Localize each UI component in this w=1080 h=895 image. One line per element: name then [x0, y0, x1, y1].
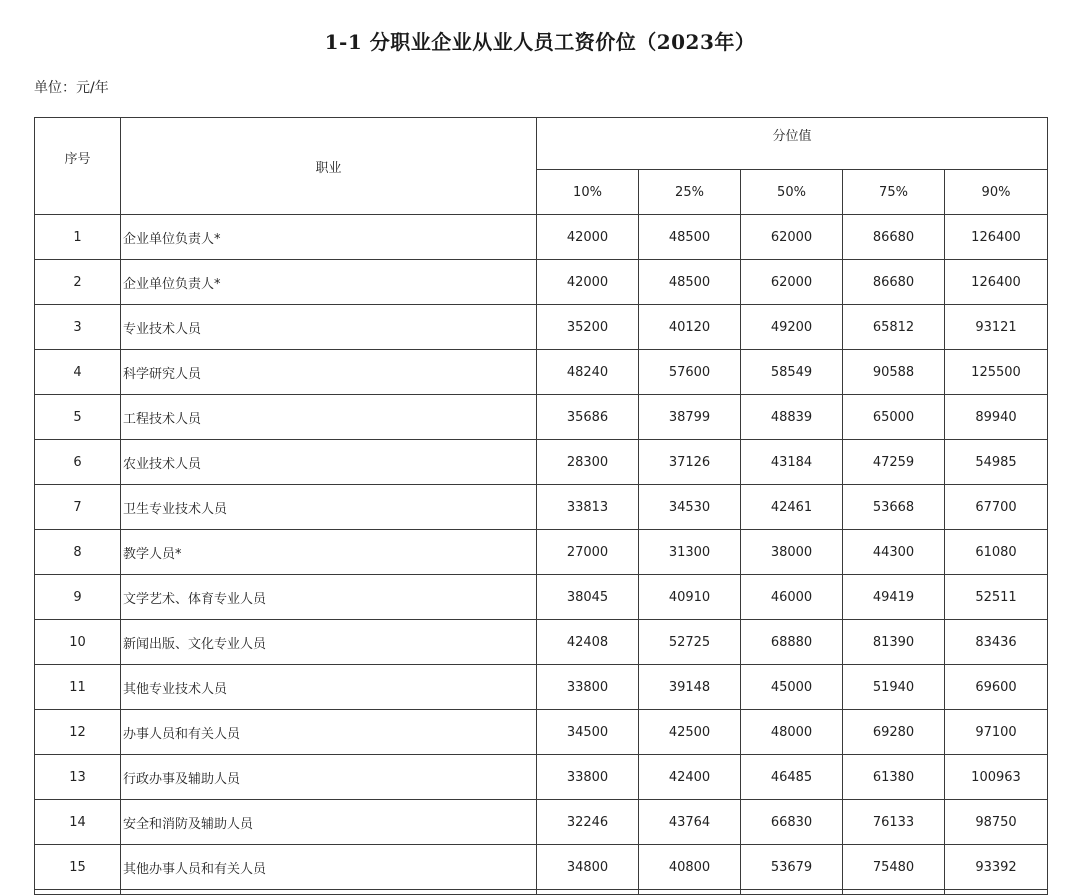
- table-row: [35, 440, 1048, 485]
- cell-seq: 11: [35, 665, 121, 710]
- cell-p50: 68880: [741, 620, 843, 665]
- cell-p50: 62000: [741, 215, 843, 260]
- cell-p10: 34800: [537, 845, 639, 890]
- cell-occupation: 企业单位负责人*: [121, 215, 537, 260]
- cell-p25: 34530: [639, 485, 741, 530]
- table-row: [35, 755, 1048, 800]
- table-row: [35, 800, 1048, 845]
- cell-p75: 86680: [843, 215, 945, 260]
- cell-p90: 52511: [945, 575, 1048, 620]
- cell-occupation: 新闻出版、文化专业人员: [121, 620, 537, 665]
- table-row: [35, 305, 1048, 350]
- cell-seq: 8: [35, 530, 121, 575]
- cell-p10: 42000: [537, 215, 639, 260]
- cell-p50: 66830: [741, 800, 843, 845]
- table-row: [35, 395, 1048, 440]
- cell-p25: 48500: [639, 215, 741, 260]
- cell-p90: 69600: [945, 665, 1048, 710]
- table-row: [35, 575, 1048, 620]
- cell-seq: 7: [35, 485, 121, 530]
- cell-seq: 12: [35, 710, 121, 755]
- header-p50: 50%: [741, 170, 843, 215]
- cell-p50: 46000: [741, 575, 843, 620]
- cell-p25: 52725: [639, 620, 741, 665]
- cell-p10: 32246: [537, 800, 639, 845]
- cell-occupation: 卫生专业技术人员: [121, 485, 537, 530]
- cell-seq: 3: [35, 305, 121, 350]
- cell-p25: 31300: [639, 530, 741, 575]
- cell-p10: 34500: [537, 710, 639, 755]
- cell-p90: 98750: [945, 800, 1048, 845]
- wage-table: [34, 117, 1048, 895]
- cell-p75: 65812: [843, 305, 945, 350]
- cell-seq: 1: [35, 215, 121, 260]
- cell-p90: 83436: [945, 620, 1048, 665]
- cell-p50: 49200: [741, 305, 843, 350]
- table-row: [35, 845, 1048, 890]
- header-seq: 序号: [35, 118, 121, 215]
- cell-seq: 4: [35, 350, 121, 395]
- cell-occupation: 科学研究人员: [121, 350, 537, 395]
- cell-p25: 40120: [639, 305, 741, 350]
- cell-p25: 57600: [639, 350, 741, 395]
- unit-label: 单位：元/年: [34, 80, 109, 96]
- cell-p25: 42400: [639, 755, 741, 800]
- cell-p25: 40800: [639, 845, 741, 890]
- header-percentiles: 分位值: [537, 118, 1048, 170]
- table-row: [35, 485, 1048, 530]
- cell-p50: 62000: [741, 260, 843, 305]
- cell-p90: 126400: [945, 215, 1048, 260]
- cell-occupation: 农业技术人员: [121, 440, 537, 485]
- cell-p75: 51940: [843, 665, 945, 710]
- cell-seq: 9: [35, 575, 121, 620]
- cell-p10: 35200: [537, 305, 639, 350]
- cell-occupation: 办事人员和有关人员: [121, 710, 537, 755]
- cell-p25: 48500: [639, 260, 741, 305]
- cell-p90: 89940: [945, 395, 1048, 440]
- cell-p90: 54985: [945, 440, 1048, 485]
- cell-p10: 33800: [537, 755, 639, 800]
- table-row: [35, 710, 1048, 755]
- cell-p75: 86680: [843, 260, 945, 305]
- cell-p25: 42500: [639, 710, 741, 755]
- header-p75: 75%: [843, 170, 945, 215]
- cell-p75: 81390: [843, 620, 945, 665]
- header-p10: 10%: [537, 170, 639, 215]
- table-row: [35, 530, 1048, 575]
- header-p25: 25%: [639, 170, 741, 215]
- cell-p10: 38045: [537, 575, 639, 620]
- cell-occupation: 教学人员*: [121, 530, 537, 575]
- cell-p75: 76133: [843, 800, 945, 845]
- cell-seq: 10: [35, 620, 121, 665]
- cell-p90: 93121: [945, 305, 1048, 350]
- cell-p90: 97100: [945, 710, 1048, 755]
- cell-p10: 27000: [537, 530, 639, 575]
- cell-occupation: 行政办事及辅助人员: [121, 755, 537, 800]
- cell-occupation: 其他办事人员和有关人员: [121, 845, 537, 890]
- page-title: 1-1 分职业企业从业人员工资价位（2023年）: [324, 30, 756, 54]
- cell-p10: 33813: [537, 485, 639, 530]
- table-row: [35, 215, 1048, 260]
- cell-p90: 125500: [945, 350, 1048, 395]
- cell-p75: 90588: [843, 350, 945, 395]
- cell-p90: 61080: [945, 530, 1048, 575]
- cell-p50: 42461: [741, 485, 843, 530]
- cell-p50: 43184: [741, 440, 843, 485]
- cell-seq: 6: [35, 440, 121, 485]
- cell-occupation: 工程技术人员: [121, 395, 537, 440]
- cell-p75: 47259: [843, 440, 945, 485]
- cell-seq: 5: [35, 395, 121, 440]
- cell-p75: 53668: [843, 485, 945, 530]
- cell-p50: 58549: [741, 350, 843, 395]
- cell-p10: 48240: [537, 350, 639, 395]
- cell-p10: 28300: [537, 440, 639, 485]
- table-row-cut-off: [35, 890, 1048, 895]
- cell-p90: 126400: [945, 260, 1048, 305]
- cell-occupation: 文学艺术、体育专业人员: [121, 575, 537, 620]
- cell-p90: 100963: [945, 755, 1048, 800]
- cell-p75: 44300: [843, 530, 945, 575]
- cell-seq: 2: [35, 260, 121, 305]
- cell-seq: 13: [35, 755, 121, 800]
- cell-p10: 42000: [537, 260, 639, 305]
- cell-occupation: 安全和消防及辅助人员: [121, 800, 537, 845]
- table-body: [35, 215, 1048, 895]
- header-occupation: 职业: [121, 118, 537, 215]
- cell-p50: 48839: [741, 395, 843, 440]
- cell-p50: 46485: [741, 755, 843, 800]
- cell-p90: 67700: [945, 485, 1048, 530]
- cell-p25: 40910: [639, 575, 741, 620]
- cell-p25: 38799: [639, 395, 741, 440]
- cell-p10: 35686: [537, 395, 639, 440]
- cell-p75: 49419: [843, 575, 945, 620]
- cell-p10: 42408: [537, 620, 639, 665]
- cell-p50: 38000: [741, 530, 843, 575]
- cell-p25: 43764: [639, 800, 741, 845]
- cell-p75: 61380: [843, 755, 945, 800]
- cell-p75: 65000: [843, 395, 945, 440]
- header-p90: 90%: [945, 170, 1048, 215]
- table-row: [35, 665, 1048, 710]
- cell-p75: 75480: [843, 845, 945, 890]
- table-row: [35, 260, 1048, 305]
- cell-seq: 15: [35, 845, 121, 890]
- cell-p50: 48000: [741, 710, 843, 755]
- cell-p50: 45000: [741, 665, 843, 710]
- cell-seq: 14: [35, 800, 121, 845]
- cell-p25: 39148: [639, 665, 741, 710]
- cell-occupation: 企业单位负责人*: [121, 260, 537, 305]
- cell-occupation: 专业技术人员: [121, 305, 537, 350]
- cell-p90: 93392: [945, 845, 1048, 890]
- cell-p50: 53679: [741, 845, 843, 890]
- table-row: [35, 350, 1048, 395]
- cell-p75: 69280: [843, 710, 945, 755]
- cell-occupation: 其他专业技术人员: [121, 665, 537, 710]
- cell-p25: 37126: [639, 440, 741, 485]
- table-row: [35, 620, 1048, 665]
- cell-p10: 33800: [537, 665, 639, 710]
